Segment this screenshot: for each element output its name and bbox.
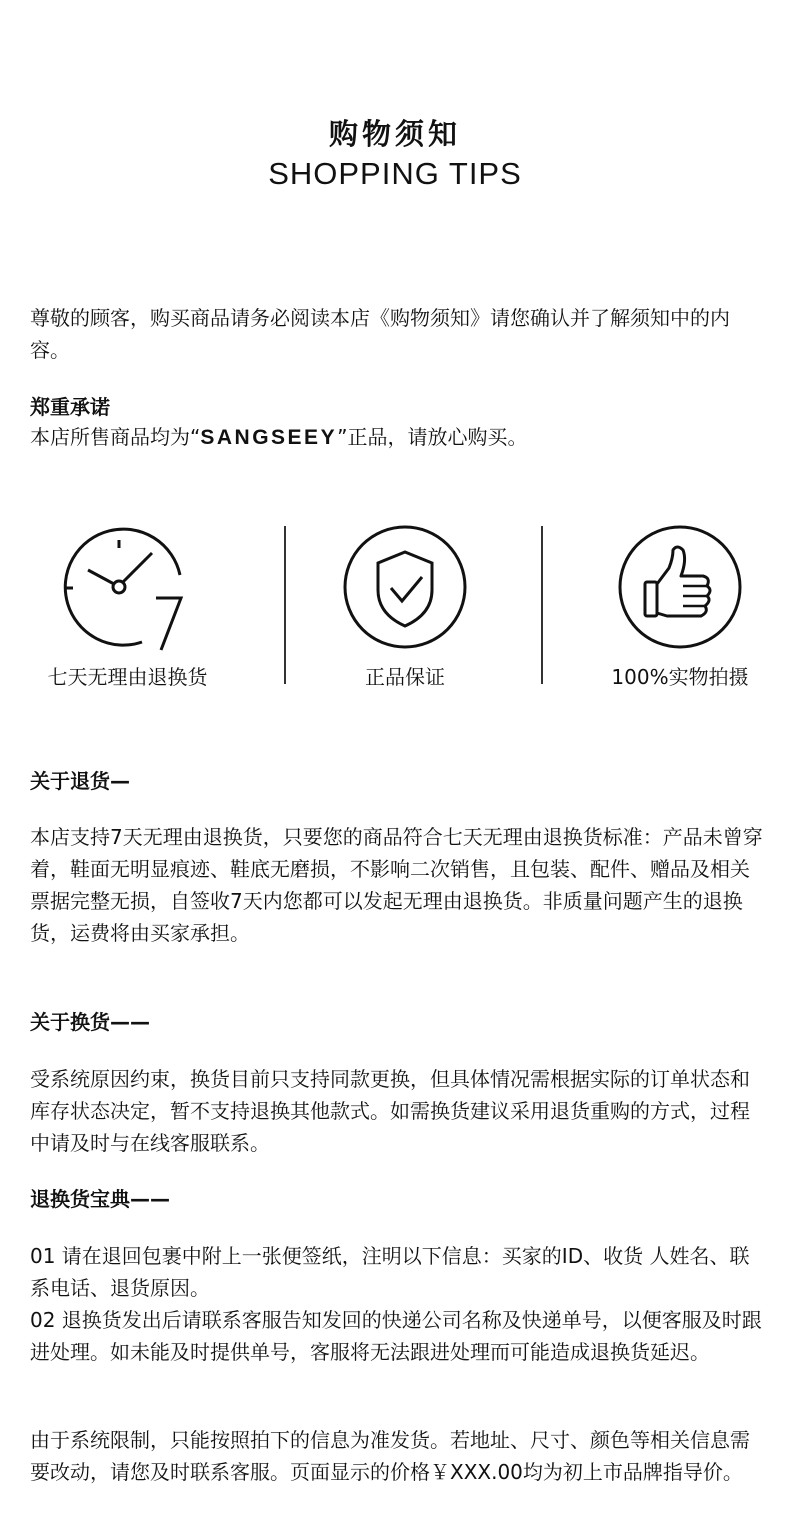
clock-7-icon bbox=[63, 520, 193, 652]
feature-label: 100%实物拍摄 bbox=[611, 665, 749, 689]
shield-check-icon bbox=[340, 520, 470, 652]
feature-authentic bbox=[300, 520, 510, 695]
promise-text-before: 本店所售商品均为“ bbox=[30, 425, 201, 449]
thumbs-up-icon bbox=[615, 520, 745, 652]
guide-item-1: 01 请在退回包裹中附上一张便签纸，注明以下信息：买家的ID、收货 人姓名、联系电话、退货原因。 bbox=[30, 1244, 750, 1300]
feature-seven-day-return bbox=[20, 520, 235, 695]
feature-divider bbox=[541, 526, 543, 684]
guide-heading: 退换货宝典—— bbox=[30, 1187, 170, 1211]
promise-text-after: ”正品，请放心购买。 bbox=[337, 425, 528, 449]
page-title-en: SHOPPING TIPS bbox=[268, 156, 522, 191]
promise-heading: 郑重承诺 bbox=[30, 395, 110, 419]
guide-item-2: 02 退换货发出后请联系客服告知发回的快递公司名称及快递单号，以便客服及时跟进处理。如未能及时提供单号，客服将无法跟进处理而可能造成退换货延迟。 bbox=[30, 1308, 762, 1364]
feature-label: 七天无理由退换货 bbox=[47, 665, 208, 689]
exchange-heading: 关于换货—— bbox=[30, 1010, 150, 1034]
page-title-cn: 购物须知 bbox=[328, 117, 461, 151]
features-row bbox=[0, 520, 790, 695]
returns-text: 本店支持7天无理由退换货，只要您的商品符合七天无理由退换货标准：产品未曾穿着，鞋面无明显痕迹、鞋底无磨损，不影响二次销售，且包装、配件、赠品及相关票据完整无损，自签收7天内您都可以发起无理由退换货。非质量问题产生的退换货，运费将由买家承担。 bbox=[30, 825, 763, 945]
feature-real-photos bbox=[570, 520, 790, 695]
intro-text: 尊敬的顾客，购买商品请务必阅读本店《购物须知》请您确认并了解须知中的内容。 bbox=[30, 306, 730, 362]
feature-label: 正品保证 bbox=[365, 665, 445, 689]
exchange-text: 受系统原因约束，换货目前只支持同款更换，但具体情况需根据实际的订单状态和库存状态决定，暂不支持退换其他款式。如需换货建议采用退货重购的方式，过程中请及时与在线客服联系。 bbox=[30, 1067, 750, 1155]
promise-text bbox=[30, 421, 765, 454]
feature-divider bbox=[284, 526, 286, 684]
brand-name: SANGSEEY bbox=[200, 426, 338, 449]
returns-heading: 关于退货— bbox=[30, 769, 130, 793]
notice-text: 由于系统限制，只能按照拍下的信息为准发货。若地址、尺寸、颜色等相关信息需要改动，请您及时联系客服。页面显示的价格￥XXX.00均为初上市品牌指导价。 bbox=[30, 1428, 750, 1484]
